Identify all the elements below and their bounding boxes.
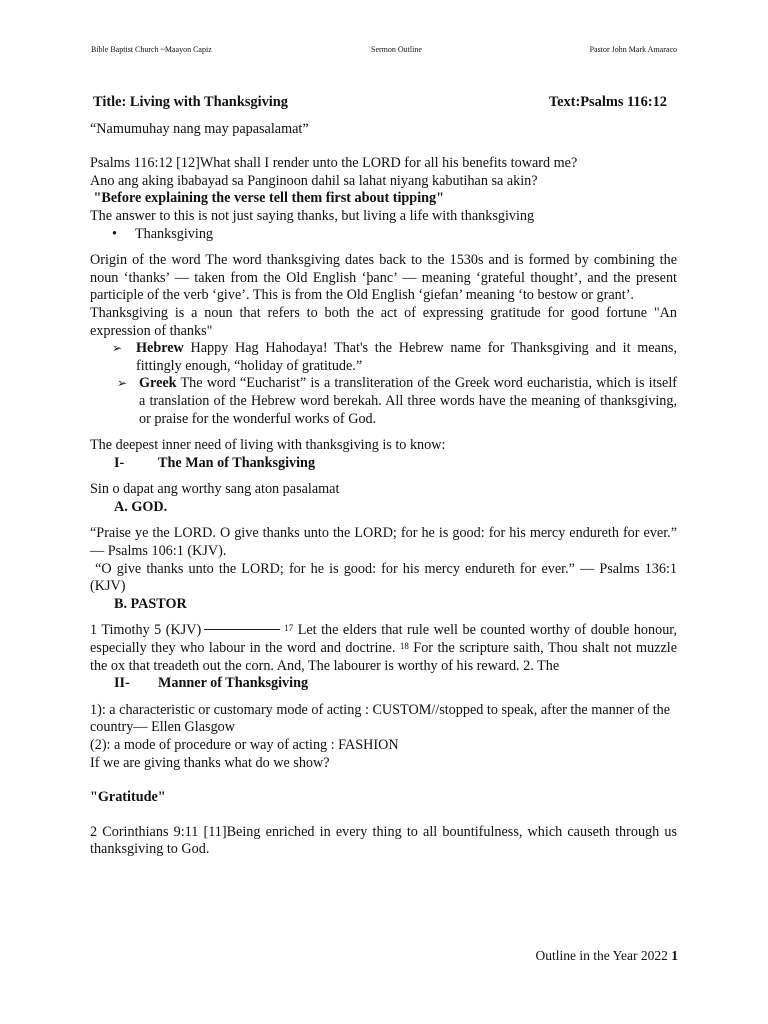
tipping-note: "Before explaining the verse tell them first about tipping" bbox=[90, 190, 444, 207]
page-footer bbox=[536, 948, 679, 964]
section-title: Manner of Thanksgiving bbox=[158, 675, 309, 692]
gratitude-heading: "Gratitude" bbox=[90, 789, 166, 806]
verse-tagalog: Ano ang aking ibabayad sa Panginoon dahil sa lahat niyang kabutihan sa akin? bbox=[90, 172, 538, 189]
section-number: II- bbox=[114, 675, 130, 692]
hebrew-text: Happy Hag Hahodaya! That's the Hebrew name for Thanksgiving and it means, fittingly enough, “holiday of gratitude.” bbox=[136, 340, 677, 374]
hebrew-label: Hebrew bbox=[136, 340, 184, 357]
arrow-bullet-icon: ➢ bbox=[117, 376, 128, 391]
manner-definition-1: 1): a characteristic or customary mode of acting : CUSTOM//stopped to speak, after the manner of the country— Ellen Glasgow bbox=[90, 701, 671, 736]
verse-18-text: For the scripture saith, Thou shalt not muzzle the ox that treadeth out the corn. And, The labourer is worthy of his reward. 2. The bbox=[90, 640, 677, 674]
header-pastor: Pastor John Mark Amaraco bbox=[589, 45, 677, 54]
verse-17-text: Let the elders that rule well be counted worthy of double honour, especially they who labour in the word and doctrine. bbox=[90, 622, 677, 657]
bullet-text: Thanksgiving bbox=[135, 225, 214, 242]
verse-number-17: 17 bbox=[284, 623, 294, 634]
bullet-dot-icon: • bbox=[112, 225, 117, 242]
header-doc-type: Sermon Outline bbox=[371, 45, 422, 54]
verse-english: Psalms 116:12 [12]What shall I render unto the LORD for all his benefits toward me? bbox=[90, 155, 578, 172]
sermon-title: Title: Living with Thanksgiving bbox=[93, 94, 289, 110]
timothy-passage bbox=[90, 622, 677, 675]
manner-question: If we are giving thanks what do we show? bbox=[90, 754, 330, 771]
page-number: 1 bbox=[671, 948, 678, 963]
section1-intro: Sin o dapat ang worthy sang aton pasalamat bbox=[90, 481, 340, 498]
answer-text: The answer to this is not just saying thanks, but living a life with thanksgiving bbox=[90, 207, 535, 224]
verse-number-18: 18 bbox=[399, 641, 409, 652]
tagalog-subtitle: “Namumuhay nang may papasalamat” bbox=[90, 120, 309, 137]
thanksgiving-definition: Thanksgiving is a noun that refers to both the act of expressing gratitude for good fortune "An expression of thanks" bbox=[90, 304, 677, 339]
psalms-quote-2: “O give thanks unto the LORD; for he is good: for his mercy endureth for ever.” — Psalms 136:1 (KJV) bbox=[90, 560, 681, 595]
deepest-need: The deepest inner need of living with thanksgiving is to know: bbox=[90, 437, 446, 454]
subheading-pastor: B. PASTOR bbox=[114, 595, 187, 612]
manner-definition-2: (2): a mode of procedure or way of acting : FASHION bbox=[90, 737, 399, 753]
footer-text: Outline in the Year 2022 bbox=[535, 948, 672, 963]
section-number: I- bbox=[114, 454, 125, 471]
greek-label: Greek bbox=[139, 375, 177, 392]
blank-line bbox=[204, 628, 280, 630]
sermon-text-ref: Text:Psalms 116:12 bbox=[548, 94, 667, 110]
greek-text: The word “Eucharist” is a transliteration of the Greek word eucharistia, which is itself a translation of the Hebrew word berekah. All three words have the meaning of thanksgiving, or praise for the wonderful works of God. bbox=[139, 375, 677, 427]
greek-item bbox=[90, 375, 677, 428]
subheading-god: A. GOD. bbox=[114, 498, 168, 515]
title-row bbox=[90, 94, 677, 112]
word-origin: Origin of the word The word thanksgiving dates back to the 1530s and is formed by combining the noun ‘thanks’ — taken from the Old English ‘þanc’ — meaning ‘grateful thought’, and the present participle of the verb ‘give’. This is from the Old English ‘giefan’ meaning ‘to bestow or grant’. bbox=[90, 252, 677, 304]
document-body bbox=[90, 94, 681, 859]
bullet-item bbox=[90, 226, 677, 244]
corinthians-verse: 2 Corinthians 9:11 [11]Being enriched in every thing to all bountifulness, which causeth through us thanksgiving to God. bbox=[90, 823, 677, 858]
header-church: Bible Baptist Church ~Maayon Capiz bbox=[91, 45, 212, 54]
timothy-ref: 1 Timothy 5 (KJV) bbox=[90, 622, 202, 639]
section-heading-2 bbox=[90, 675, 677, 693]
hebrew-item bbox=[90, 340, 677, 375]
section-title: The Man of Thanksgiving bbox=[158, 454, 316, 471]
psalms-quote-1: “Praise ye the LORD. O give thanks unto the LORD; for he is good: for his mercy endureth for ever.” — Psalms 106:1 (KJV). bbox=[90, 525, 677, 560]
section-heading-1 bbox=[90, 455, 677, 473]
arrow-bullet-icon: ➢ bbox=[112, 341, 123, 356]
